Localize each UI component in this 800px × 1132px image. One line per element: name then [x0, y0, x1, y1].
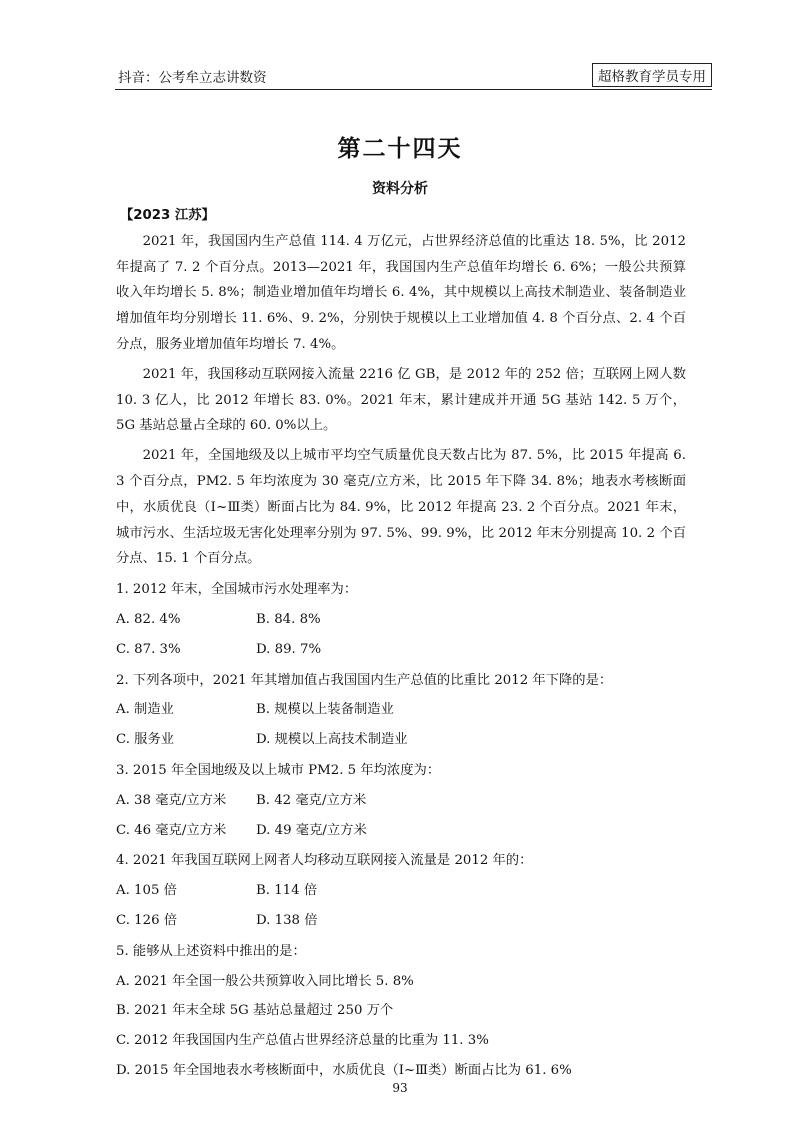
question-3-option-c[interactable]: C. 46 毫克/立方米 [116, 822, 227, 838]
header-left-text: 抖音：公考牟立志讲数资 [118, 70, 267, 86]
page-number: 93 [392, 1081, 408, 1095]
question-2-option-d[interactable]: D. 规模以上高技术制造业 [256, 732, 408, 748]
question-1-option-a[interactable]: A. 82. 4% [116, 611, 181, 627]
question-2-options-row-2 [116, 727, 686, 753]
question-3-options-row-1 [116, 788, 686, 814]
question-3-options-row-2 [116, 818, 686, 844]
question-5-option-d[interactable]: D. 2015 年全国地表水考核断面中，水质优良（Ⅰ~Ⅲ类）断面占比为 61. 6% [116, 1062, 572, 1078]
question-4-options-row-1 [116, 878, 686, 904]
question-5-option-a[interactable]: A. 2021 年全国一般公共预算收入同比增长 5. 8% [116, 973, 414, 989]
question-2-options-row-1 [116, 697, 686, 723]
question-1-option-b[interactable]: B. 84. 8% [256, 611, 321, 627]
page-subtitle: 资料分析 [372, 181, 428, 197]
page-title: 第二十四天 [337, 135, 463, 162]
header-divider [115, 89, 712, 90]
question-4-stem: 4. 2021 年我国互联网上网者人均移动互联网接入流量是 2012 年的： [116, 853, 533, 869]
source-label: 【2023 江苏】 [120, 208, 215, 223]
question-1-options-row-2 [116, 637, 686, 663]
question-2-stem: 2. 下列各项中，2021 年其增加值占我国国内生产总值的比重比 2012 年下降的是： [116, 672, 613, 688]
question-1-stem: 1. 2012 年末，全国城市污水处理率为： [116, 582, 358, 598]
question-1-option-d[interactable]: D. 89. 7% [256, 641, 322, 657]
question-2-option-b[interactable]: B. 规模以上装备制造业 [256, 702, 394, 718]
question-4-option-b[interactable]: B. 114 倍 [256, 883, 318, 899]
question-5-option-c[interactable]: C. 2012 年我国国内生产总值占世界经济总量的比重为 11. 3% [116, 1033, 489, 1049]
question-5-stem: 5. 能够从上述资料中推出的是： [116, 943, 306, 959]
header-right-badge: 超格教育学员专用 [592, 63, 712, 87]
question-2-option-a[interactable]: A. 制造业 [116, 702, 174, 718]
question-4-option-c[interactable]: C. 126 倍 [116, 912, 178, 928]
question-3-option-a[interactable]: A. 38 毫克/立方米 [116, 792, 227, 808]
question-4-option-d[interactable]: D. 138 倍 [256, 912, 318, 928]
paragraph-2: 2021 年，我国移动互联网接入流量 2216 亿 GB，是 2012 年的 252 倍；互联网上网人数 10. 3 亿人，比 2012 年增长 83. 0%。2021 年末，累计建成并开通 5G 基站 142. 5 万个，5G 基站总量占全球的 60. 0%以上。 [116, 366, 686, 434]
document-body [116, 203, 686, 1088]
question-3-stem: 3. 2015 年全国地级及以上城市 PM2. 5 年均浓度为： [116, 762, 441, 778]
question-3-option-b[interactable]: B. 42 毫克/立方米 [256, 792, 367, 808]
question-2-option-c[interactable]: C. 服务业 [116, 732, 175, 748]
question-5-option-b[interactable]: B. 2021 年末全球 5G 基站总量超过 250 万个 [116, 1003, 394, 1019]
question-4-options-row-2 [116, 908, 686, 934]
question-1-options-row-1 [116, 607, 686, 633]
paragraph-1: 2021 年，我国国内生产总值 114. 4 万亿元，占世界经济总值的比重达 18. 5%，比 2012 年提高了 7. 2 个百分点。2013—2021 年，我国国内生产总值年均增长 6. 6%；一般公共预算收入年均增长 5. 8%；制造业增加值年均增长 6. 4%，其中规模以上高技术制造业、装备制造业增加值年均分别增长 11. 6%、9. 2%，分别快于规模以上工业增加值 4. 8 个百分点、2. 4 个百分点，服务业增加值年均增长 7. 4%。 [116, 233, 686, 352]
question-4-option-a[interactable]: A. 105 倍 [116, 883, 177, 899]
question-3-option-d[interactable]: D. 49 毫克/立方米 [256, 822, 367, 838]
paragraph-3: 2021 年，全国地级及以上城市平均空气质量优良天数占比为 87. 5%，比 2015 年提高 6. 3 个百分点，PM2. 5 年均浓度为 30 毫克/立方米，比 2015 年下降 34. 8%；地表水考核断面中，水质优良（Ⅰ~Ⅲ类）断面占比为 84. 9%，比 2012 年提高 23. 2 个百分点。2021 年末，城市污水、生活垃圾无害化处理率分别为 97. 5%、99. 9%，比 2012 年末分别提高 10. 2 个百分点、15. 1 个百分点。 [116, 448, 686, 567]
question-1-option-c[interactable]: C. 87. 3% [116, 641, 181, 657]
